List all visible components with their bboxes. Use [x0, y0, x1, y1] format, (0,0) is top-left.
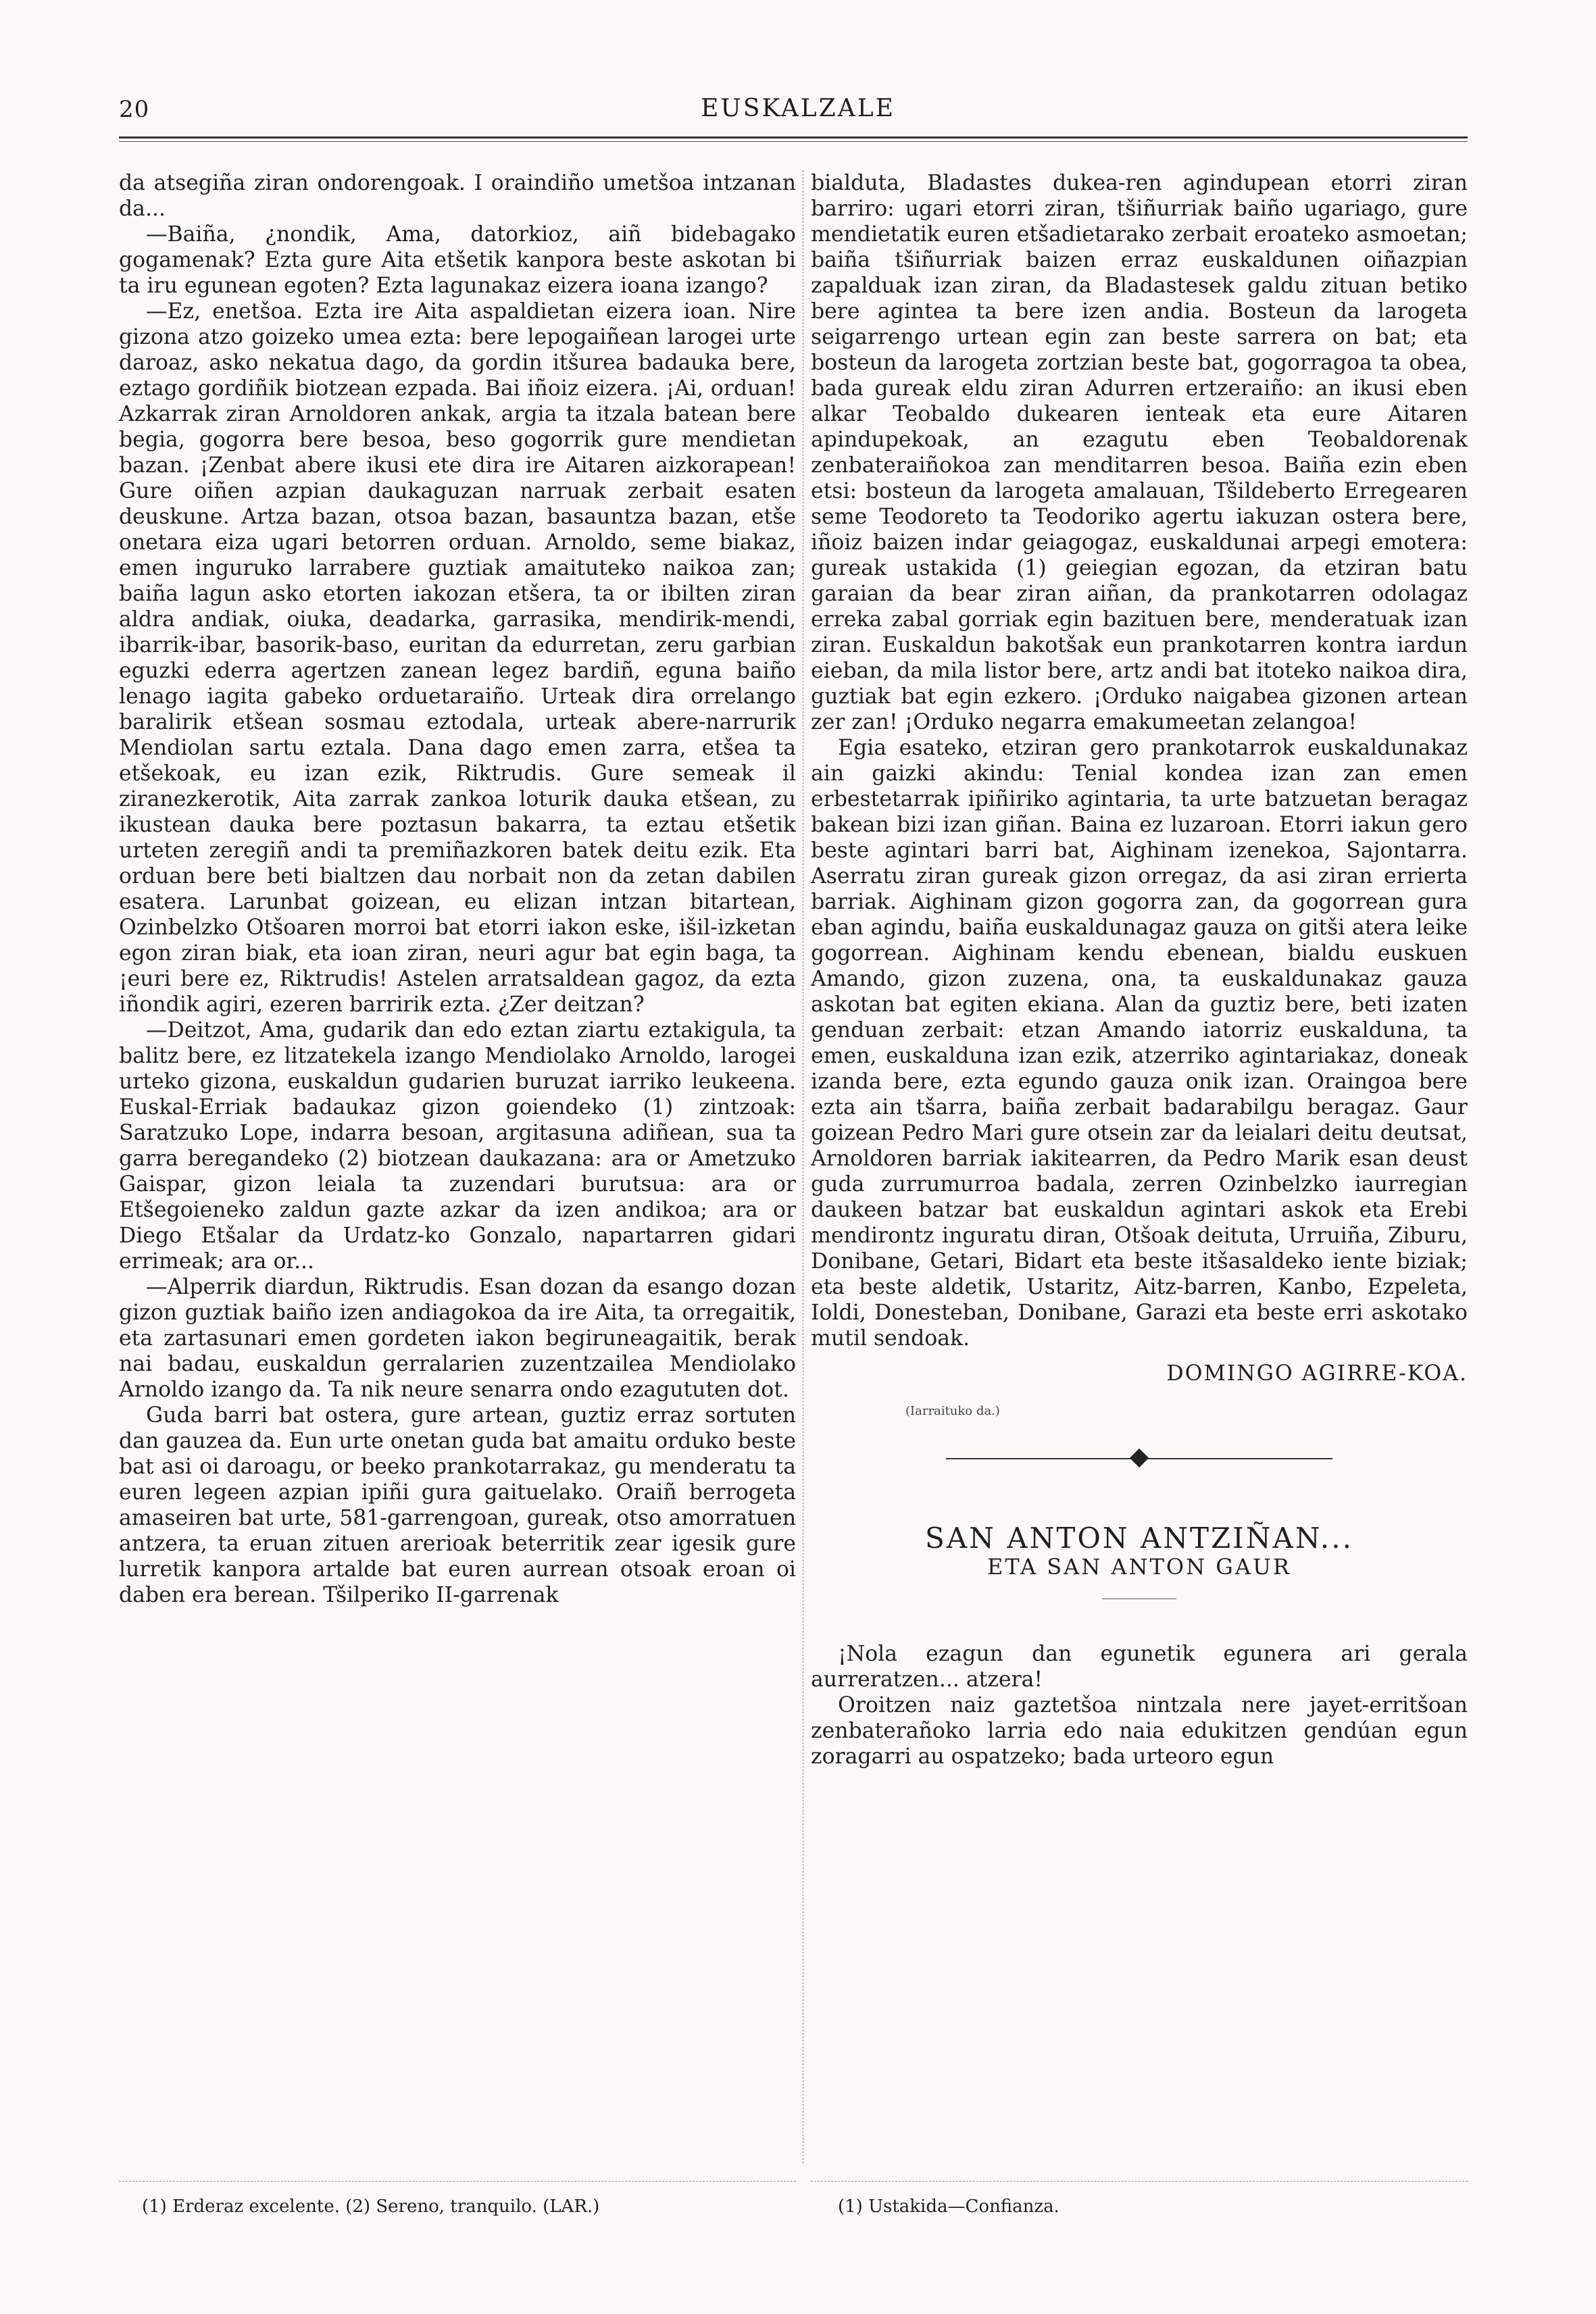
continuation-note: (Iarraituko da.) [905, 1404, 1000, 1418]
footnote-left: (1) Erderaz excelente. (2) Sereno, tranquilo. (LAR.) [142, 2196, 600, 2217]
footnote-rule-right [811, 2181, 1468, 2182]
left-column [119, 170, 796, 1608]
right-paragraph: Egia esateko, etziran gero prankotarrok euskaldunakaz ain gaizki akindu: Tenial kondea izan zan emen erbestetarrak ipiñiriko agintaria, ta urte batzuetan beragaz bakean bizi izan giñan. Baina ez luzaroan. Etorri iakun gero beste agintari barri bat, Aighinam izenekoa, Sajontarra. Aserratu ziran gureak gizon orregaz, da asi ziran errierta barriak. Aighinam gizon gogorra zan, da gogorrean gura eban agindu, baiña euskaldunagaz gauza on gitši atera leike gogorrean. Aighinam kendu ebenean, bialdu euskuen Amando, gizon zuzena, ona, ta euskaldunakaz gauza askotan bat egiten ekiana. Alan da guztiz bere, beti izaten genduan zerbait: etzan Amando iatorriz euskalduna, ta emen, euskalduna izan ezik, atzerriko agintariakaz, doneak izanda bere, ezta egundo gauza onik izan. Oraingoa bere ezta ain tšarra, baiña zerbait badarabilgu beragaz. Gaur goizean Pedro Mari gure otsein zar da leialari deitu deutsat, Arnoldoren barriak iakitearren, da Pedro Marik esan deust guda zurrumurroa badala, zerren Ozinbelzko iaurregian daukeen batzar bat euskaldun agintari askok eta Erebi mendirontz inguratu diran, Otšoak deituta, Urruiña, Ziburu, Donibane, Getari, Bidart eta beste itšasaldeko iente biziak; eta beste aldetik, Ustaritz, Aitz-barren, Kanbo, Ezpeleta, Ioldi, Donesteban, Donibane, Garazi eta beste erri askotako mutil sendoak. [811, 736, 1468, 1351]
right-column [811, 170, 1468, 1769]
left-paragraph: —Ez, enetšoa. Ezta ire Aita aspaldietan eizera ioan. Nire gizona atzo goizeko umea ezta: bere lepogaiñean larogei urte daroaz, asko nekatua dago, da gordin itšurea badauka bere, eztago gordiñik biotzean ezpada. Bai iñoiz eizera. ¡Ai, orduan! Azkarrak ziran Arnoldoren ankak, argia ta itzala batean bere begia, gogorra bere besoa, beso gogorrik gure mendietan bazan. ¡Zenbat abere ikusi ete dira ire Aitaren aizkorapean! Gure oiñen azpian daukaguzan narruak zerbait esaten deuskune. Artza bazan, otsoa bazan, basauntza bazan, etše onetara eiza ugari betorren orduan. Arnoldo, seme biakaz, emen inguruko larrabere guztiak amaituteko naikoa zan; baiña lagun asko etorten iakozan etšera, ta or ibilten ziran aldra andiak, oiuka, deadarka, garrasika, mendirik-mendi, ibarrik-ibar, basorik-baso, euritan da edurretan, zeru garbian eguzki ederra agertzen zanean legez bardiñ, eguna baiño lenago iagita gabeko orduetaraiño. Urteak dira orrelango baralirik etšean sosmau eztodala, urteak abere-narrurik Mendiolan sartu eztala. Dana dago emen zarra, etšea ta etšekoak, eu izan ezik, Riktrudis. Gure semeak il ziranezkerotik, Aita zarrak zankoa loturik dauka etšean, zu ikustean dauka bere poztasun bakarra, ta eztau etšetik urteten zeregiñ andi ta premiñazkoren batek deitu ezik. Eta orduan bere beti bialtzen dau norbait non da zetan dabilen esatera. Larunbat goizean, eu elizan intzan bitartean, Ozinbelzko Otšoaren morroi bat etorri iakon eske, išil-izketan egon ziran biak, eta ioan ziran, neuri agur bat egin baga, ta ¡euri bere ez, Riktrudis! Astelen arratsaldean gagoz, da ezta iñondik agiri, ezeren barririk ezta. ¿Zer deitzan? [119, 299, 796, 1017]
diamond-icon [1130, 1449, 1149, 1467]
article-signature: DOMINGO AGIRRE-KOA. [1166, 1361, 1468, 1386]
section-paragraph: Oroitzen naiz gaztetšoa nintzala nere jayet-erritšoan zenbaterañoko larria edo naia edukitzen gendúan egun zoragarri au ospatzeko; bada urteoro egun [811, 1693, 1468, 1769]
section-ornament [811, 1447, 1468, 1474]
section-paragraph: ¡Nola ezagun dan egunetik egunera ari gerala aurreratzen... atzera! [811, 1642, 1468, 1692]
header-rule [119, 136, 1468, 139]
footnote-rule-left [119, 2181, 796, 2182]
left-paragraph: da atsegiña ziran ondorengoak. I oraindiño umetšoa intzanan da... [119, 171, 796, 221]
running-title: EUSKALZALE [701, 95, 895, 122]
footnote-right: (1) Ustakida—Confianza. [838, 2196, 1059, 2217]
right-paragraph: bialduta, Bladastes dukea-ren agindupean etorri ziran barriro: ugari etorri ziran, tšiñurriak baiño ugariago, gure mendietatik euren etšadietarako zerbait eroateko asmoetan; baiña tšiñurriak baizen erraz euskaldunen oiñazpian zapalduak izan ziran, da Bladastesek galdu zituan betiko bere agintea ta bere izen andia. Bosteun da larogeta seigarrengo urtean egin zan beste sarrera on bat; eta bosteun da larogeta zortzian beste bat, gogorragoa ta obea, bada gureak eldu ziran Adurren ertzeraiño: an ikusi eben alkar Teobaldo dukearen ienteak eta eure Aitaren apindupekoak, an ezagutu eben Teobaldorenak zenbateraiñokoa zan menditarren besoa. Baiña ezin eben etsi: bosteun da larogeta amalauan, Tšildeberto Erregearen seme Teodoreto ta Teodoriko agertu iakuzan ostera bere, iñoiz baizen indar geiagogaz, euskaldunai arpegi emotera: gureak ustakida (1) geiegian egozan, da etziran batu garaian da bear ziran aiñan, da prankotarren odolagaz erreka zabal gorriak egin bazituen bere, menderatuak izan ziran. Euskaldun bakotšak eun prankotarren kontra iardun eieban, da mila listor bere, artz andi bat itoteko naikoa dira, guztiak bat egin ezkero. ¡Orduko naigabea gizonen artean zer zan! ¡Orduko negarra emakumeetan zelangoa! [811, 171, 1468, 734]
section-subtitle: ETA SAN ANTON GAUR [987, 1554, 1292, 1580]
left-paragraph: —Deitzot, Ama, gudarik dan edo eztan ziartu eztakigula, ta balitz bere, ez litzatekela izango Mendiolako Arnoldo, larogei urteko gizona, euskaldun gudarien buruzat iarriko leukeena. Euskal-Erriak badaukaz gizon goiendeko (1) zintzoak: Saratzuko Lope, indarra besoan, argitasuna adiñean, sua ta garra beregandeko (2) biotzean daukazana: ara or Ametzuko Gaispar, gizon leiala ta zuzendari burutsua: ara or Etšegoieneko zaldun gazte azkar da izen andikoa; ara or Diego Etšalar da Urdatz-ko Gonzalo, napartarren gidari errimeak; ara or... [119, 1018, 796, 1274]
section-title: SAN ANTON ANTZIÑAN... [925, 1521, 1353, 1555]
left-paragraph: —Baiña, ¿nondik, Ama, datorkioz, aiñ bidebagako gogamenak? Ezta gure Aita etšetik kanpora beste askotan bi ta iru egunean egoten? Ezta lagunakaz eizera ioana izango? [119, 222, 796, 298]
header-rule-thin [119, 141, 1468, 142]
left-paragraph: —Alperrik diardun, Riktrudis. Esan dozan da esango dozan gizon guztiak baiño izen andiagokoa da ire Aita, ta orregaitik, eta zartasunari emen gordeten iakon begiruneagaitik, berak nai badau, euskaldun gerralarien zuzentzailea Mendiolako Arnoldo izango da. Ta nik neure senarra ondo ezagututen dot. [119, 1275, 796, 1402]
left-paragraph: Guda barri bat ostera, gure artean, guztiz erraz sortuten dan gauzea da. Eun urte onetan guda bat amaitu orduko beste bat asi oi daroagu, or beeko prankotarrakaz, gu menderatu ta euren legeen azpian ipiñi gura gaituelako. Oraiñ berrogeta amaseiren bat urte, 581-garrengoan, gureak, otso amorratuen antzera, ta eruan zituen arerioak beterritik zear igesik gure lurretik kanpora artalde bat euren aurrean otsoak eroan oi daben era berean. Tšilperiko II-garrenak [119, 1403, 796, 1607]
page-number: 20 [119, 96, 150, 123]
